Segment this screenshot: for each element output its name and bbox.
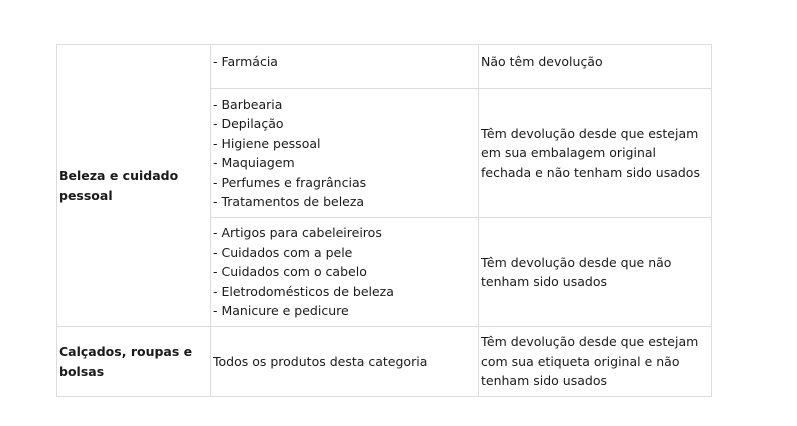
policy-cell xyxy=(479,327,712,397)
subcategory-item: - Perfumes e fragrâncias xyxy=(213,174,367,190)
table-row xyxy=(57,45,712,89)
policy-cell xyxy=(479,218,712,327)
policy-cell xyxy=(479,89,712,218)
subcategory-item: - Cuidados com o cabelo xyxy=(213,264,367,280)
policy-text: Não têm devolução xyxy=(481,54,603,69)
policy-cell xyxy=(479,45,712,89)
subcategory-item: - Eletrodomésticos de beleza xyxy=(213,283,394,299)
subcategory-cell xyxy=(211,218,479,327)
table-row xyxy=(57,327,712,397)
subcategory-item: - Maquiagem xyxy=(213,155,295,170)
policy-text: Têm devolução desde que não tenham sido usados xyxy=(481,254,672,289)
subcategory-item: - Depilação xyxy=(213,116,284,131)
category-label: Calçados, roupas e bolsas xyxy=(59,344,193,379)
subcategory-item: - Barbearia xyxy=(213,96,283,112)
subcategory-item: - Manicure e pedicure xyxy=(213,303,349,319)
policy-text: Têm devolução desde que estejam com sua etiqueta original e não tenham sido usados xyxy=(481,334,699,389)
subcategory-cell xyxy=(211,89,479,218)
subcategory-item: - Artigos para cabeleireiros xyxy=(213,225,382,241)
subcategory-item: - Higiene pessoal xyxy=(213,135,321,151)
subcategory-cell xyxy=(211,45,479,89)
return-policy-table xyxy=(56,44,712,397)
subcategory-item: - Tratamentos de beleza xyxy=(213,194,365,209)
subcategory-cell xyxy=(211,327,479,397)
policy-text: Têm devolução desde que estejam em sua embalagem original fechada e não tenham sido usados xyxy=(481,125,700,180)
category-label: Beleza e cuidado pessoal xyxy=(59,168,179,203)
subcategory-item: - Cuidados com a pele xyxy=(213,244,353,260)
category-cell xyxy=(57,45,211,327)
subcategory-item: Todos os produtos desta categoria xyxy=(213,353,428,369)
subcategory-item: - Farmácia xyxy=(213,54,278,69)
category-cell xyxy=(57,327,211,397)
